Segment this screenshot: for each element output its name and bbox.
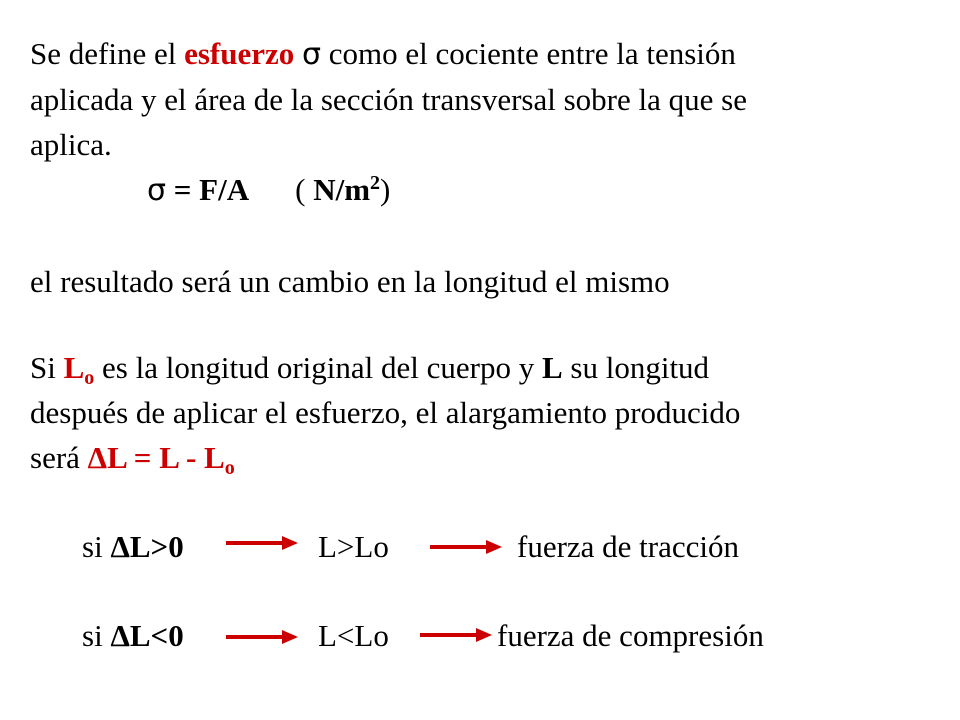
definition-line-1 [30,36,736,73]
elongation-line-3 [30,440,235,479]
relation-shorter: L<Lo [318,618,389,653]
case-prefix: si [82,529,111,564]
l-original-symbol: L [63,350,85,385]
case-prefix: si [82,618,111,653]
formula-sigma: σ [147,173,167,208]
definition-text: como el cociente entre la tensión [321,36,736,71]
sigma-symbol: σ [302,37,322,72]
formula-unit-exponent: 2 [370,172,381,194]
l-final-symbol: L [541,350,563,385]
formula-unit-close: ) [380,172,391,207]
traction-result: fuerza de tracción [517,529,740,564]
delta-l-formula: ΔL = L - L [87,440,225,475]
elongation-line-1 [30,350,710,389]
relation-longer: L>Lo [318,529,389,564]
elongation-text: será [30,440,88,475]
delta-l-subscript: o [224,457,235,479]
compression-result: fuerza de compresión [497,618,764,653]
right-arrow-icon [226,629,298,645]
stress-formula: σ = F/A ( $N/m^2$) [147,172,391,208]
definition-text: Se define el [30,36,185,71]
elongation-text: su longitud [562,350,710,385]
l-original-subscript: o [84,367,95,389]
condition-negative: ΔL<0 [110,618,184,653]
elongation-line-2: después de aplicar el esfuerzo, el alargamiento producido [30,395,741,430]
elongation-text: Si [30,350,64,385]
right-arrow-icon [226,535,298,551]
definition-line-3: aplica. [30,127,112,162]
elongation-text: es la longitud original del cuerpo y [94,350,542,385]
right-arrow-icon [420,627,492,643]
definition-line-2: aplicada y el área de la sección transversal sobre la que se [30,82,747,117]
right-arrow-icon [430,539,502,555]
traction-condition [82,529,184,565]
compression-condition [82,618,184,654]
result-text: el resultado será un cambio en la longitud el mismo [30,264,670,299]
condition-positive: ΔL>0 [110,529,184,564]
esfuerzo-term: esfuerzo [184,36,295,71]
formula-expression: = F/A [166,172,250,207]
